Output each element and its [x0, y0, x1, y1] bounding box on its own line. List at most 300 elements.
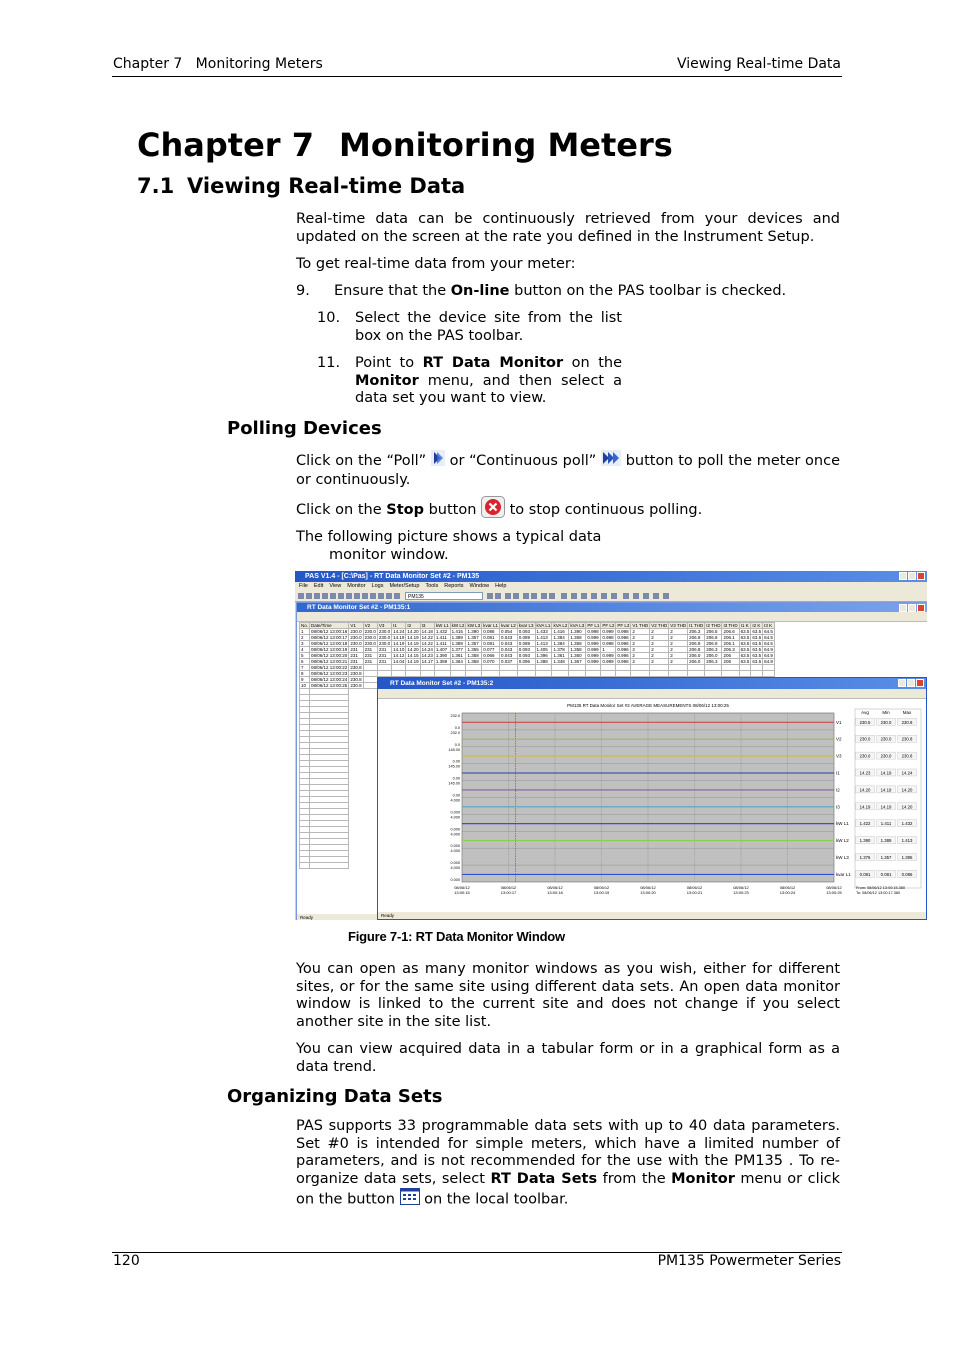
- scale-label: 4.000: [450, 815, 460, 820]
- side-header: Max: [902, 710, 912, 715]
- table-cell: 2: [631, 647, 650, 653]
- channel-value: 14.24: [901, 770, 913, 776]
- menu-item-3[interactable]: Monitor: [347, 583, 366, 589]
- table-cell: 14.20: [407, 647, 419, 652]
- column-header: PF L1: [587, 623, 600, 628]
- table-cell: 63.5: [752, 647, 762, 652]
- column-header: kVA L3: [570, 623, 585, 628]
- table-cell: 206.1: [722, 635, 739, 641]
- step-9: 9. Ensure that the On-line button on the PAS toolbar is checked.: [296, 283, 787, 299]
- column-header: kW L2: [451, 623, 465, 628]
- toolbar-button-icon[interactable]: [330, 593, 336, 599]
- time-tick-label: 08/06/12 13:00:21: [686, 885, 703, 895]
- channel-value: 14.20: [859, 787, 871, 793]
- column-header: No.: [301, 623, 309, 628]
- table-cell: 1.413: [535, 641, 552, 647]
- table-cell: 63.5: [740, 635, 750, 640]
- table-cell: 63.5: [740, 629, 750, 634]
- views-paragraph: You can view acquired data in a tabular form or in a graphical form as a data trend.: [296, 1041, 840, 1075]
- table-cell: 63.5: [752, 629, 762, 634]
- table-cell: 230.0: [378, 641, 391, 646]
- channel-label: kW L1: [836, 821, 849, 827]
- table-cell: 2: [631, 635, 650, 641]
- step-10: 10. Select the device site from the list box on the PAS toolbar.: [317, 310, 622, 344]
- toolbar-button-icon[interactable]: [362, 593, 368, 599]
- table-cell: 1.358: [466, 653, 482, 659]
- table-cell: 8: [300, 671, 310, 677]
- table-cell: 08/06/12 13:00:22: [311, 665, 348, 670]
- stop-icon: [481, 496, 505, 524]
- channel-label: V3: [836, 753, 842, 759]
- header-rule: [112, 76, 842, 77]
- table-cell: 2: [650, 635, 669, 641]
- continuous-poll-icon: [601, 450, 621, 472]
- channel-value: 230.8: [901, 719, 913, 725]
- table-cell: 14.15: [407, 653, 419, 658]
- table-cell: 206: [722, 659, 739, 665]
- table-cell: 63.5: [752, 635, 762, 640]
- channel-label: kW L2: [836, 838, 849, 844]
- table-cell: 0.996: [616, 653, 631, 659]
- table-cell: 0.081: [482, 641, 500, 647]
- table-cell: 1: [300, 629, 310, 635]
- channel-value: 230.8: [901, 753, 913, 759]
- table-cell: 206.8: [705, 641, 722, 647]
- channel-label: kvar L1: [836, 871, 851, 877]
- table-cell: 1.357: [466, 641, 482, 647]
- picture-intro: The following picture shows a typical data monitor window.: [296, 529, 602, 563]
- table-cell: 0.096: [517, 659, 535, 665]
- table-cell: 0.043: [499, 641, 517, 647]
- table-cell: 1.390: [434, 653, 450, 659]
- toolbar-button-icon[interactable]: [322, 593, 328, 599]
- table-cell: 14.20: [407, 629, 419, 634]
- toolbar-button-icon[interactable]: [571, 593, 577, 599]
- table-cell: 206.3: [705, 659, 722, 665]
- table-cell: 206.6: [722, 629, 739, 635]
- table-cell: 1.413: [535, 635, 552, 641]
- toolbar-button-icon[interactable]: [643, 593, 649, 599]
- table-cell: 14.24: [421, 647, 433, 652]
- side-header: Min: [882, 710, 890, 715]
- table-cell: 1.364: [450, 659, 466, 665]
- toolbar-button-icon[interactable]: [531, 593, 537, 599]
- table-cell: 206: [722, 653, 739, 659]
- table-cell: 231: [349, 647, 363, 653]
- app-menubar: [295, 582, 927, 591]
- column-header: Date/Time: [310, 623, 349, 629]
- toolbar-button-icon[interactable]: [346, 593, 352, 599]
- table-cell: 14.12: [393, 653, 405, 658]
- table-cell: [363, 683, 377, 689]
- table-cell: 14.19: [393, 635, 405, 640]
- column-header: I3 THD: [723, 623, 738, 628]
- table-cell: 0.089: [517, 641, 535, 647]
- scale-label: 0.000: [450, 810, 460, 815]
- trend-status-bar: Ready: [378, 912, 926, 919]
- scale-label: 145.00: [448, 764, 460, 769]
- table-cell: 0.996: [616, 647, 631, 653]
- channel-value: 1.411: [880, 821, 892, 827]
- table-cell: 231: [363, 659, 377, 665]
- channel-value: 14.19: [859, 804, 871, 810]
- toolbar-button-icon[interactable]: [298, 593, 304, 599]
- channel-value: 14.20: [901, 787, 913, 793]
- table-cell: 1.389: [450, 635, 466, 641]
- table-cell: 0.999: [586, 641, 601, 647]
- table-cell: 206.0: [688, 659, 705, 665]
- organizing-paragraph: PAS supports 33 programmable data sets with up to 40 data parameters. Set #0 is intended for simple meters, which have a limited number of parameters, and is not recommended for the use with the PM135 . To re-organize data sets, select RT Data Sets from the Monitor menu or click on the button on the local toolbar.: [296, 1118, 840, 1211]
- table-cell: 0.043: [499, 647, 517, 653]
- table-cell: 1.389: [450, 641, 466, 647]
- trend-chart: [378, 699, 926, 912]
- table-cell: 63.5: [752, 653, 762, 658]
- table-cell: 4: [300, 647, 310, 653]
- table-cell: 2: [669, 635, 688, 641]
- toolbar-button-icon[interactable]: [523, 593, 529, 599]
- table-cell: 63.5: [740, 647, 750, 652]
- table-cell: 231: [377, 653, 391, 659]
- column-header: kW L1: [435, 623, 449, 628]
- table-cell: 7: [300, 665, 310, 671]
- toolbar-button-icon[interactable]: [581, 593, 587, 599]
- table-cell: 5: [300, 653, 310, 659]
- status-bar: Ready: [297, 914, 927, 920]
- from-label: From: 08/06/12 13:00:15.380: [856, 886, 905, 890]
- table-cell: 14.23: [421, 653, 433, 658]
- scale-label: 0.00: [452, 793, 460, 798]
- toolbar-button-icon[interactable]: [386, 593, 392, 599]
- table-cell: 230.8: [350, 671, 362, 676]
- table-cell: 10: [300, 683, 310, 689]
- column-header: V2: [363, 623, 377, 629]
- menu-item-2[interactable]: View: [329, 583, 342, 589]
- table-cell: 08/06/12 13:00:16: [311, 629, 348, 634]
- toolbar-button-icon[interactable]: [378, 593, 384, 599]
- table-cell: 231: [377, 659, 391, 665]
- table-cell: 230.0: [350, 635, 362, 640]
- time-tick-label: 08/06/12 13:00:20: [640, 885, 656, 895]
- scale-label: 145.00: [448, 781, 460, 786]
- table-cell: 230.0: [378, 635, 391, 640]
- table-cell: 0.999: [601, 653, 616, 659]
- polling-heading: Polling Devices: [227, 418, 382, 439]
- table-cell: 230.0: [364, 635, 376, 640]
- scale-label: 232.0: [450, 714, 460, 718]
- table-cell: 08/06/12 13:00:24: [311, 677, 348, 682]
- column-header: PF L3: [617, 623, 630, 628]
- channel-value: 0.086: [901, 871, 913, 877]
- table-cell: 14.19: [407, 635, 419, 640]
- time-tick-label: 08/06/12 13:00:23: [733, 885, 749, 895]
- channel-value: 1.376: [859, 854, 871, 860]
- column-header: I2: [406, 623, 420, 629]
- scale-label: 0.000: [450, 861, 460, 866]
- table-cell: 08/06/12 13:00:18: [311, 641, 348, 646]
- table-cell: 206.9: [688, 641, 705, 647]
- intro-instruction: To get real-time data from your meter:: [296, 256, 576, 272]
- table-cell: 0.996: [616, 659, 631, 665]
- channel-value: 230.0: [880, 753, 892, 759]
- scale-label: 4.000: [450, 849, 460, 854]
- toolbar-button-icon[interactable]: [561, 593, 567, 599]
- table-cell: 0.999: [586, 647, 601, 653]
- table-cell: 64.5: [764, 635, 773, 640]
- column-header: V3: [377, 623, 391, 629]
- toolbar-button-icon[interactable]: [591, 593, 597, 599]
- menu-item-4[interactable]: Logs: [371, 583, 384, 589]
- table-cell: 14.22: [421, 641, 433, 646]
- table-cell: 0.043: [499, 635, 517, 641]
- table-cell: 1.358: [569, 635, 586, 641]
- time-tick-label: 08/06/12 13:00:17: [500, 885, 517, 895]
- table-cell: 2: [631, 641, 650, 647]
- table-cell: 63.5: [752, 659, 762, 664]
- column-header: I3 K: [763, 623, 775, 629]
- toolbar-button-icon[interactable]: [611, 593, 617, 599]
- organizing-heading: Organizing Data Sets: [227, 1086, 443, 1107]
- table-cell: 1.378: [552, 647, 569, 653]
- table-cell: 2: [631, 653, 650, 659]
- to-label: To: 08/06/12 13:00:17.380: [856, 891, 901, 895]
- column-header: kW L3: [467, 623, 481, 628]
- table-cell: 230.8: [350, 683, 362, 688]
- menu-item-7[interactable]: Reports: [444, 583, 464, 589]
- table-cell: 231: [349, 659, 363, 665]
- table-cell: 14.19: [407, 641, 419, 646]
- time-tick-label: 08/06/12 13:00:15: [454, 885, 470, 895]
- table-cell: 231: [363, 653, 377, 659]
- app-titlebar: PAS V1.4 - [C:\Pas] - RT Data Monitor Set #2 - PM135: [295, 571, 927, 582]
- table-window-titlebar: RT Data Monitor Set #2 - PM135:1: [297, 603, 927, 612]
- scale-label: 4.000: [450, 798, 460, 803]
- table-cell: 0.998: [601, 641, 616, 647]
- column-header: kVA L2: [553, 623, 568, 628]
- toolbar-button-icon[interactable]: [394, 593, 400, 599]
- footer-product: PM135 Powermeter Series: [657, 1253, 841, 1269]
- table-cell: 0.093: [517, 647, 535, 653]
- table-cell: 0.066: [482, 653, 500, 659]
- table-cell: 230.8: [350, 665, 362, 670]
- column-header: V2 THD: [651, 623, 668, 628]
- table-cell: 63.5: [740, 641, 750, 646]
- table-cell: 0.999: [601, 659, 616, 665]
- toolbar-button-icon[interactable]: [505, 593, 511, 599]
- table-cell: 0.070: [482, 659, 500, 665]
- table-cell: 14.24: [393, 629, 405, 634]
- table-cell: 1.360: [569, 653, 586, 659]
- table-cell: 63.5: [752, 641, 762, 646]
- channel-value: 230.0: [859, 753, 871, 759]
- table-cell: 1.390: [466, 629, 482, 635]
- column-header: I2 K: [751, 623, 763, 629]
- table-cell: 2: [650, 629, 669, 635]
- section-title: 7.1 Viewing Real-time Data: [137, 174, 466, 198]
- table-cell: 206.3: [688, 629, 705, 635]
- step-11: 11. Point to RT Data Monitor on the Monitor menu, and then select a data set you want to view.: [317, 355, 623, 406]
- table-cell: 2: [669, 647, 688, 653]
- table-cell: 1.361: [450, 653, 466, 659]
- table-cell: 6: [300, 659, 310, 665]
- table-cell: 2: [650, 659, 669, 665]
- table-local-toolbar: [297, 612, 927, 622]
- trend-local-toolbar: [378, 689, 926, 699]
- table-cell: 2: [650, 647, 669, 653]
- channel-value: 1.413: [901, 838, 913, 844]
- toolbar-button-icon[interactable]: [338, 593, 344, 599]
- toolbar-button-icon[interactable]: [495, 593, 501, 599]
- site-select[interactable]: PM135: [405, 592, 483, 600]
- table-cell: 08/06/12 13:00:25: [311, 683, 348, 688]
- rt-data-monitor-screenshot: [295, 571, 927, 920]
- table-cell: 64.9: [764, 659, 773, 664]
- channel-value: 0.081: [880, 871, 892, 877]
- table-cell: 1.361: [552, 653, 569, 659]
- channel-label: I2: [836, 787, 840, 793]
- menu-item-6[interactable]: Tools: [425, 583, 439, 589]
- table-cell: 14.19: [393, 641, 405, 646]
- table-cell: 1.355: [466, 647, 482, 653]
- channel-value: 14.19: [880, 787, 892, 793]
- scale-label: 4.000: [450, 866, 460, 871]
- column-header: V1 THD: [632, 623, 649, 628]
- table-cell: 2: [669, 629, 688, 635]
- table-cell: 1.415: [450, 629, 466, 635]
- table-cell: 14.18: [421, 629, 433, 634]
- scale-label: 0.00: [452, 776, 460, 781]
- toolbar-button-icon[interactable]: [306, 593, 312, 599]
- table-cell: 2: [650, 653, 669, 659]
- column-header: kVA L1: [536, 623, 551, 628]
- table-cell: 2: [669, 659, 688, 665]
- table-cell: 2: [300, 635, 310, 641]
- poll-icon: [431, 450, 445, 472]
- table-cell: 0.999: [601, 629, 616, 635]
- table-cell: 230.0: [350, 629, 362, 634]
- time-tick-label: 08/06/12 13:00:19: [593, 885, 610, 895]
- channel-value: 230.0: [880, 719, 892, 725]
- table-cell: 1.405: [535, 647, 552, 653]
- table-cell: 230.0: [364, 629, 376, 634]
- table-cell: 3: [300, 641, 310, 647]
- table-cell: 1.416: [552, 629, 569, 635]
- channel-label: V1: [836, 719, 842, 725]
- menu-item-1[interactable]: Edit: [313, 583, 324, 589]
- scale-label: 0.000: [450, 827, 460, 832]
- table-cell: 14.22: [421, 635, 433, 640]
- column-header: kvar L1: [483, 623, 498, 628]
- table-cell: 206.8: [705, 635, 722, 641]
- table-cell: 0.054: [499, 629, 517, 635]
- table-cell: 2: [631, 629, 650, 635]
- app-toolbar: [295, 591, 927, 602]
- table-cell: 1.388: [535, 659, 552, 665]
- table-cell: 1.358: [569, 647, 586, 653]
- table-cell: 0.093: [517, 629, 535, 635]
- column-header: I2 THD: [706, 623, 721, 628]
- toolbar-button-icon[interactable]: [370, 593, 376, 599]
- table-cell: 0.086: [482, 629, 500, 635]
- scale-label: 4.000: [450, 832, 460, 837]
- table-cell: 2: [631, 659, 650, 665]
- column-header: kvar L3: [518, 623, 534, 628]
- page-number: 120: [113, 1253, 140, 1269]
- toolbar-button-icon[interactable]: [314, 593, 320, 599]
- table-cell: 08/06/12 13:00:21: [311, 659, 348, 664]
- scale-label: 145.00: [448, 747, 460, 752]
- trend-window-titlebar: RT Data Monitor Set #2 - PM135:2: [378, 678, 926, 689]
- toolbar-button-icon[interactable]: [541, 593, 547, 599]
- running-header-right: Viewing Real-time Data: [676, 56, 841, 72]
- table-cell: 231: [377, 647, 391, 653]
- table-cell: 08/06/12 13:00:17: [311, 635, 348, 640]
- table-cell: 206.3: [722, 647, 739, 653]
- toolbar-button-icon[interactable]: [513, 593, 519, 599]
- trend-title: PM135 RT Data Monitor Set #2 AVERAGE MEASUREMENTS 08/06/12 13:00:25: [567, 703, 729, 708]
- toolbar-button-icon[interactable]: [623, 593, 629, 599]
- table-cell: 230.0: [350, 641, 362, 646]
- channel-label: I1: [836, 770, 840, 776]
- table-cell: 230.8: [350, 677, 362, 682]
- table-cell: 14.10: [393, 647, 405, 652]
- table-cell: 0.996: [616, 635, 631, 641]
- column-header: V3 THD: [670, 623, 687, 628]
- toolbar-button-icon[interactable]: [487, 593, 493, 599]
- channel-value: 1.357: [880, 854, 892, 860]
- stop-paragraph: Click on the Stop button to stop continuous polling.: [296, 496, 840, 524]
- table-cell: 206.8: [688, 647, 705, 653]
- figure-caption: Figure 7-1: RT Data Monitor Window: [348, 929, 565, 944]
- toolbar-button-icon[interactable]: [549, 593, 555, 599]
- table-cell: 64.5: [764, 629, 773, 634]
- channel-value: 1.395: [901, 854, 913, 860]
- table-cell: 1: [601, 647, 616, 653]
- toolbar-button-icon[interactable]: [354, 593, 360, 599]
- column-header: kvar L2: [500, 623, 516, 628]
- column-header: I1 THD: [689, 623, 704, 628]
- menu-item-8[interactable]: Window: [469, 583, 490, 589]
- table-cell: 1.358: [569, 641, 586, 647]
- table-cell: 14.04: [393, 659, 405, 664]
- channel-value: 230.0: [859, 736, 871, 742]
- chapter-title: Chapter 7 Monitoring Meters: [137, 126, 673, 164]
- menu-item-0[interactable]: File: [299, 583, 308, 589]
- toolbar-button-icon[interactable]: [601, 593, 607, 599]
- table-cell: 206.3: [705, 647, 722, 653]
- toolbar-button-icon[interactable]: [663, 593, 669, 599]
- scale-label: 0.0: [454, 742, 460, 747]
- table-cell: 0.037: [499, 659, 517, 665]
- time-tick-label: 08/06/12 13:00:24: [779, 885, 796, 895]
- side-header: Avg: [861, 710, 869, 715]
- menu-item-9[interactable]: Help: [495, 583, 507, 589]
- table-cell: 0.999: [586, 653, 601, 659]
- table-cell: 2: [669, 641, 688, 647]
- table-cell: 0.998: [616, 629, 631, 635]
- toolbar-button-icon[interactable]: [653, 593, 659, 599]
- table-cell: 1.396: [535, 653, 552, 659]
- table-cell: 1.357: [466, 635, 482, 641]
- toolbar-button-icon[interactable]: [633, 593, 639, 599]
- table-cell: 206.0: [688, 653, 705, 659]
- column-header: I3: [420, 623, 434, 629]
- channel-value: 1.389: [880, 838, 892, 844]
- channel-value: 0.081: [859, 871, 871, 877]
- column-header: PF L2: [602, 623, 615, 628]
- menu-item-5[interactable]: Meter/Setup: [389, 583, 420, 589]
- table-cell: 9: [300, 677, 310, 683]
- table-cell: 1.433: [535, 629, 552, 635]
